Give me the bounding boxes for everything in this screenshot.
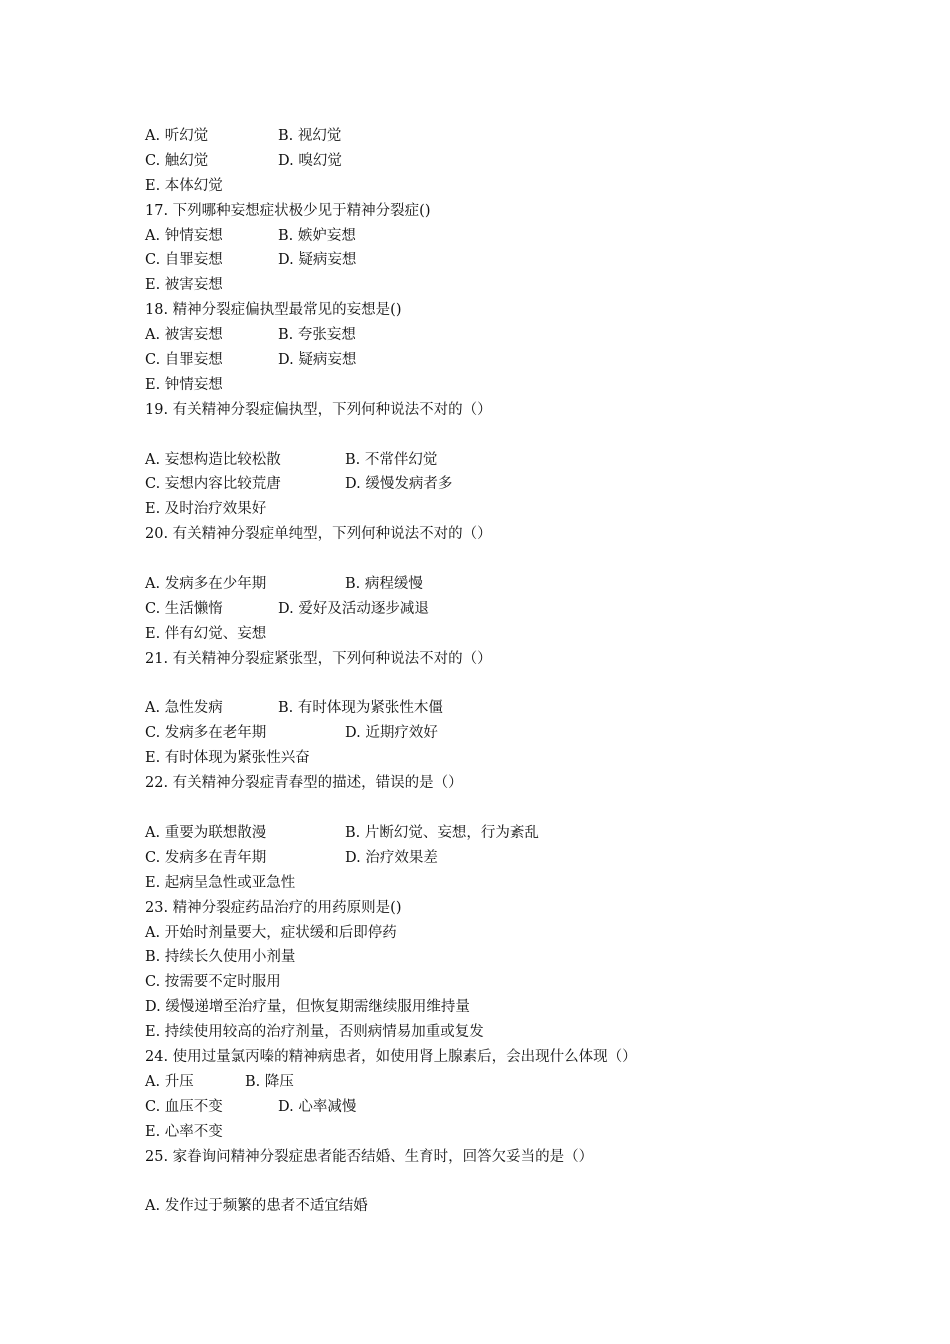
answer-option: A. 开始时剂量要大，症状缓和后即停药 (145, 924, 397, 941)
option-row (145, 597, 845, 622)
answer-option: C. 按需要不定时服用 (145, 974, 281, 991)
answer-option: A. 发病多在少年期 (145, 576, 267, 593)
question-stem: 23. 精神分裂症药品治疗的用药原则是() (145, 899, 402, 916)
blank-line (145, 672, 845, 697)
option-row (145, 448, 845, 473)
answer-option: C. 发病多在老年期 (145, 725, 267, 742)
answer-option: E. 本体幻觉 (145, 177, 223, 194)
option-row (145, 248, 845, 273)
blank-line (145, 1169, 845, 1194)
answer-option: C. 血压不变 (145, 1098, 223, 1115)
answer-option: E. 及时治疗效果好 (145, 501, 267, 518)
answer-option: E. 伴有幻觉、妄想 (145, 625, 267, 642)
question-stem: 24. 使用过量氯丙嗪的精神病患者，如使用肾上腺素后，会出现什么体现（） (145, 1048, 637, 1065)
answer-option: B. 不常伴幻觉 (345, 451, 438, 468)
answer-option: E. 心率不变 (145, 1123, 223, 1140)
answer-option: A. 被害妄想 (145, 327, 223, 344)
answer-option: C. 生活懒惰 (145, 600, 223, 617)
answer-option: C. 自罪妄想 (145, 352, 223, 369)
answer-option: B. 夸张妄想 (278, 327, 356, 344)
option-row (145, 1095, 845, 1120)
option-row (145, 1070, 845, 1095)
answer-option: A. 发作过于频繁的患者不适宜结婚 (145, 1198, 368, 1215)
question-stem: 17. 下列哪种妄想症状极少见于精神分裂症() (145, 202, 431, 219)
answer-option: D. 嗅幻觉 (278, 152, 342, 169)
option-row (145, 721, 845, 746)
answer-option: B. 嫉妒妄想 (278, 227, 356, 244)
answer-option: E. 钟情妄想 (145, 376, 223, 393)
answer-option: A. 听幻觉 (145, 128, 209, 144)
answer-option: A. 妄想构造比较松散 (145, 451, 281, 468)
answer-option: D. 疑病妄想 (278, 252, 357, 269)
answer-option: A. 重要为联想散漫 (145, 824, 267, 841)
answer-option: E. 有时体现为紧张性兴奋 (145, 750, 310, 767)
answer-option: B. 降压 (245, 1073, 294, 1090)
answer-option: A. 急性发病 (145, 700, 223, 717)
answer-option: E. 起病呈急性或亚急性 (145, 874, 296, 891)
option-row (145, 572, 845, 597)
answer-option: E. 持续使用较高的治疗剂量，否则病情易加重或复发 (145, 1024, 484, 1041)
answer-option: B. 片断幻觉、妄想，行为紊乱 (345, 824, 539, 841)
question-stem: 19. 有关精神分裂症偏执型，下列何种说法不对的（） (145, 401, 492, 418)
answer-option: C. 自罪妄想 (145, 252, 223, 269)
answer-option: D. 心率减慢 (278, 1098, 357, 1115)
option-row (145, 124, 845, 149)
option-row (145, 846, 845, 871)
answer-option: D. 爱好及活动逐步减退 (278, 600, 429, 617)
question-stem: 22. 有关精神分裂症青春型的描述，错误的是（） (145, 775, 463, 792)
answer-option: B. 持续长久使用小剂量 (145, 949, 296, 966)
question-stem: 18. 精神分裂症偏执型最常见的妄想是() (145, 302, 402, 319)
answer-option: C. 妄想内容比较荒唐 (145, 476, 281, 493)
answer-option: E. 被害妄想 (145, 277, 223, 294)
answer-option: C. 触幻觉 (145, 152, 209, 169)
option-row (145, 821, 845, 846)
option-row (145, 323, 845, 348)
option-row (145, 472, 845, 497)
blank-line (145, 423, 845, 448)
question-stem: 25. 家眷询问精神分裂症患者能否结婚、生育时，回答欠妥当的是（） (145, 1148, 594, 1165)
answer-option: A. 升压 (145, 1073, 194, 1090)
option-row (145, 696, 845, 721)
option-row (145, 149, 845, 174)
document-page (145, 124, 845, 1219)
answer-option: D. 疑病妄想 (278, 352, 357, 369)
question-stem: 21. 有关精神分裂症紧张型，下列何种说法不对的（） (145, 650, 492, 667)
answer-option: B. 病程缓慢 (345, 576, 423, 593)
answer-option: C. 发病多在青年期 (145, 849, 267, 866)
answer-option: B. 有时体现为紧张性木僵 (278, 700, 443, 717)
answer-option: D. 缓慢发病者多 (345, 476, 453, 493)
answer-option: D. 近期疗效好 (345, 725, 438, 742)
answer-option: D. 缓慢递增至治疗量，但恢复期需继续服用维持量 (145, 999, 470, 1016)
answer-option: D. 治疗效果差 (345, 849, 438, 866)
question-stem: 20. 有关精神分裂症单纯型，下列何种说法不对的（） (145, 526, 492, 543)
option-row (145, 348, 845, 373)
answer-option: B. 视幻觉 (278, 128, 342, 144)
blank-line (145, 796, 845, 821)
answer-option: A. 钟情妄想 (145, 227, 223, 244)
blank-line (145, 547, 845, 572)
option-row (145, 224, 845, 249)
